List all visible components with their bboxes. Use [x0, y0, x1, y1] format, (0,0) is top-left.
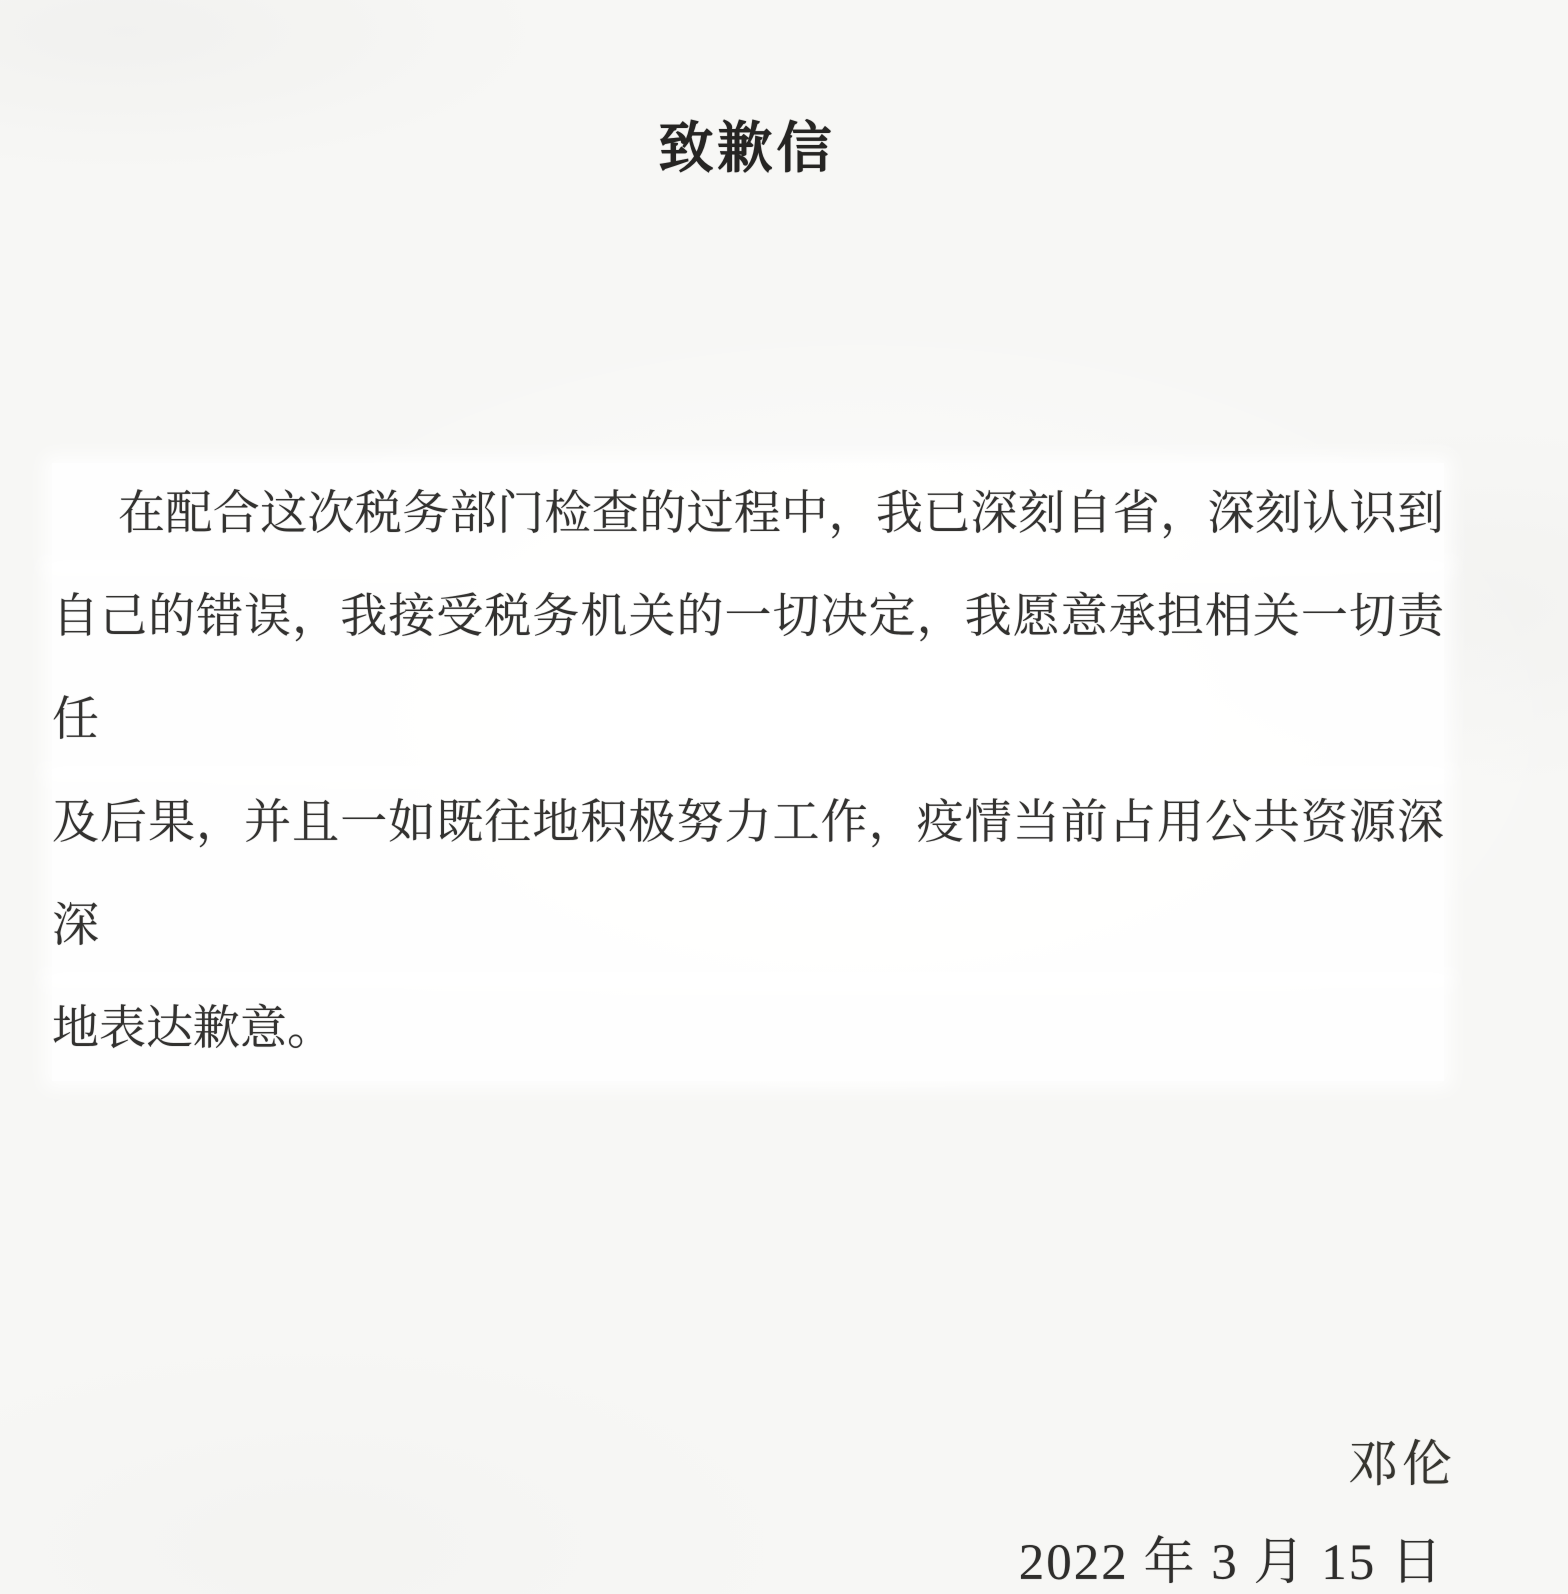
body-line-1: 在配合这次税务部门检查的过程中，我已深刻自省，深刻认识到: [52, 463, 1444, 566]
body-line-2: 自己的错误，我接受税务机关的一切决定，我愿意承担相关一切责任: [52, 566, 1444, 772]
letter-title: 致歉信: [658, 118, 836, 179]
body-line-4: 地表达歉意。: [52, 978, 1444, 1081]
body-line-3: 及后果，并且一如既往地积极努力工作，疫情当前占用公共资源深深: [52, 772, 1444, 978]
letter-body: [52, 463, 1444, 1081]
signature-date: 2022 年 3 月 15 日: [1018, 1535, 1444, 1591]
signature-name: 邓伦: [1348, 1436, 1456, 1492]
